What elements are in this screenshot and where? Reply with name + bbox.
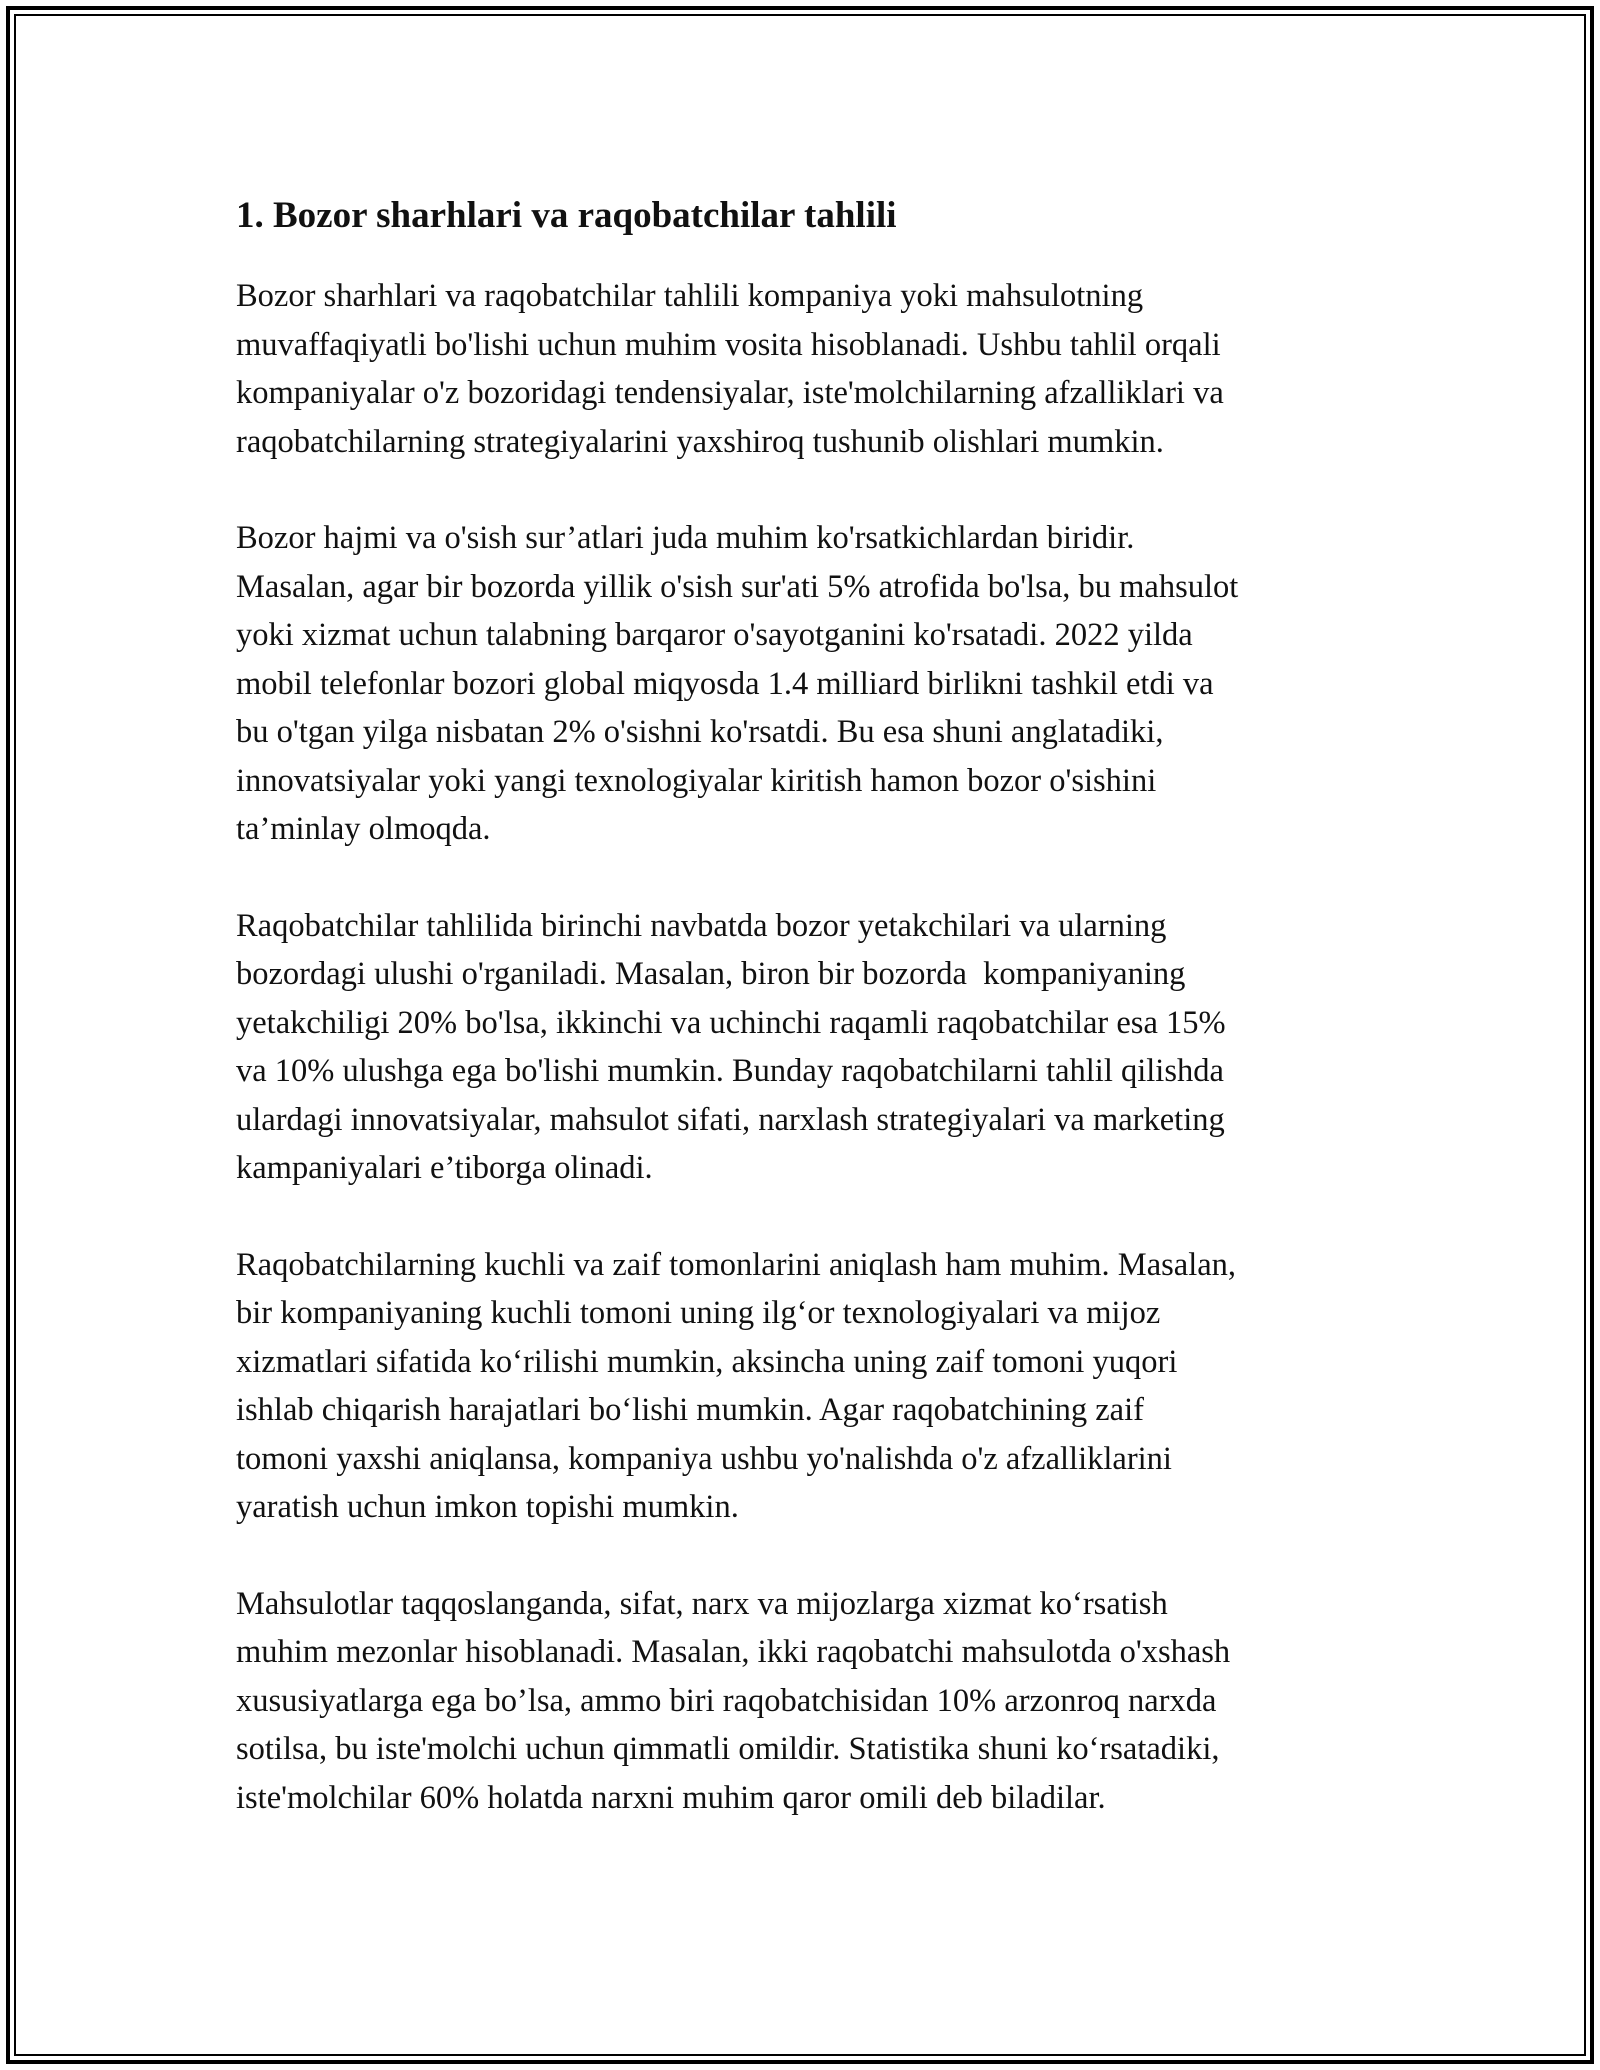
paragraph-strengths-weaknesses: Raqobatchilarning kuchli va zaif tomonlarini aniqlash ham muhim. Masalan, bir kompaniyaning kuchli tomoni uning ilg‘or texnologiyalari va mijoz xizmatlari sifatida ko‘rilishi mumkin, aksincha uning zaif tomoni yuqori ishlab chiqarish harajatlari bo‘lishi mumkin. Agar raqobatchining zaif tomoni yaxshi aniqlansa, kompaniya ushbu yo'nalishda o'z afzalliklarini yaratish uchun imkon topishi mumkin. [236, 1246, 1237, 1525]
paragraph-intro: Bozor sharhlari va raqobatchilar tahlili kompaniya yoki mahsulotning muvaffaqiyatli bo'lishi uchun muhim vosita hisoblanadi. Ushbu tahlil orqali kompaniyalar o'z bozoridagi tendensiyalar, iste'molchilarning afzalliklari va raqobatchilarning strategiyalarini yaxshiroq tushunib olishlari mumkin. [236, 278, 1224, 460]
paragraph-product-comparison: Mahsulotlar taqqoslanganda, sifat, narx va mijozlarga xizmat ko‘rsatish muhim mezonlar hisoblanadi. Masalan, ikki raqobatchi mahsulotda o'xshash xususiyatlarga ega bo’lsa, ammo biri raqobatchisidan 10% arzonroq narxda sotilsa, bu iste'molchi uchun qimmatli omildir. Statistika shuni ko‘rsatadiki, iste'molchilar 60% holatda narxni muhim qaror omili deb biladilar. [236, 1585, 1231, 1816]
document-body [236, 188, 1386, 1870]
paragraph-competitor-analysis: Raqobatchilar tahlilida birinchi navbatda bozor yetakchilari va ularning bozordagi ulushi o'rganiladi. Masalan, biron bir bozorda kompaniyaning yetakchiligi 20% bo'lsa, ikkinchi va uchinchi raqamli raqobatchilar esa 15% va 10% ulushga ega bo'lishi mumkin. Bunday raqobatchilarni tahlil qilishda ulardagi innovatsiyalar, mahsulot sifati, narxlash strategiyalari va marketing kampaniyalari e’tiborga olinadi. [236, 907, 1226, 1186]
section-heading: 1. Bozor sharhlari va raqobatchilar tahlili [236, 195, 897, 236]
paragraph-market-size: Bozor hajmi va o'sish sur’atlari juda muhim ko'rsatkichlardan biridir. Masalan, agar bir bozorda yillik o'sish sur'ati 5% atrofida bo'lsa, bu mahsulot yoki xizmat uchun talabning barqaror o'sayotganini ko'rsatadi. 2022 yilda mobil telefonlar bozori global miqyosda 1.4 milliard birlikni tashkil etdi va bu o'tgan yilga nisbatan 2% o'sishni ko'rsatdi. Bu esa shuni anglatadiki, innovatsiyalar yoki yangi texnologiyalar kiritish hamon bozor o'sishini ta’minlay olmoqda. [236, 520, 1239, 847]
